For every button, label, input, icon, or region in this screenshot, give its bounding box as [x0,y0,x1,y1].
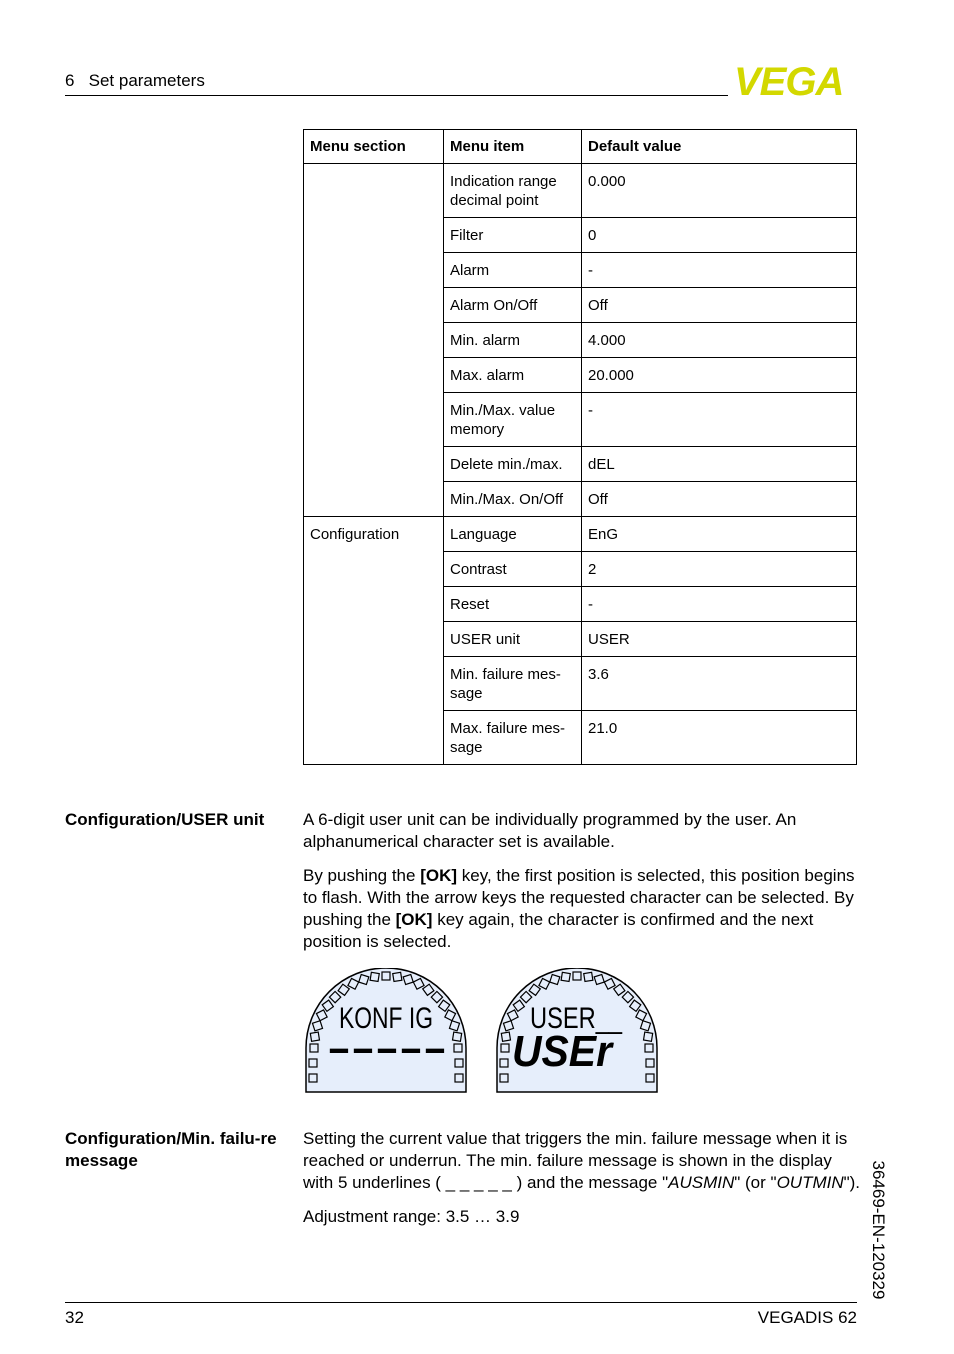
table-cell-item: USER unit [444,622,582,657]
table-cell-item: Max. alarm [444,358,582,393]
table-cell-value: - [582,587,857,622]
table-cell-item: Reset [444,587,582,622]
product-name: VEGADIS 62 [757,1308,857,1327]
table-cell-value: 21.0 [582,711,857,765]
lcd-display-user [494,968,660,1099]
table-cell-value: Off [582,482,857,517]
table-cell-value: - [582,253,857,288]
table-cell-item: Alarm [444,253,582,288]
paragraph: A 6-digit user unit can be individually programmed by the user. An alphanumerical character set is available. [303,810,797,851]
lcd-top-text: USER__ [530,1002,624,1035]
column-header: Menu item [444,130,582,164]
paragraph: By pushing the [OK] key, the first position is selected, this position begins to flash. With the arrow keys the requested character can be selected. By pushing the [OK] key again, the character is confirmed and the next position is selected. [303,866,855,951]
page-number: 32 [65,1308,84,1327]
table-cell-item: Language [444,517,582,552]
table-cell-value: 3.6 [582,657,857,711]
table-cell-value: EnG [582,517,857,552]
table-cell-value: dEL [582,447,857,482]
document-code: 36469-EN-120329 [869,1160,888,1300]
section-heading: Configuration/USER unit [65,810,265,829]
column-header: Menu section [304,130,444,164]
lcd-bottom-text: ----- [327,1027,447,1068]
table-cell-item: Indication range decimal point [444,164,582,218]
table-cell-value: USER [582,622,857,657]
table-cell-item: Min. alarm [444,323,582,358]
paragraph: Setting the current value that triggers the min. failure message when it is reached or underrun. The min. failure message is shown in the display with 5 underlines ( _ _ _ _ _ ) and the message "AUSMIN" (or "OUTMIN"). [303,1129,861,1192]
column-header: Default value [582,130,857,164]
table-cell-item: Filter [444,218,582,253]
table-cell-item: Min./Max. On/Off [444,482,582,517]
lcd-bottom-text: USEr [512,1027,615,1076]
table-cell-item: Alarm On/Off [444,288,582,323]
svg-text:VEGA: VEGA [734,64,844,100]
paragraph: Adjustment range: 3.5 … 3.9 [303,1207,520,1226]
table-cell-value: Off [582,288,857,323]
footer-rule [65,1302,857,1303]
table-cell-item: Max. failure mes-sage [444,711,582,765]
table-cell-value: 0.000 [582,164,857,218]
table-cell-section: Configuration [304,517,444,765]
table-cell-value: 4.000 [582,323,857,358]
header-rule [65,95,728,96]
table-cell-item: Contrast [444,552,582,587]
parameter-table [303,129,857,765]
table-cell-item: Min. failure mes-sage [444,657,582,711]
table-cell-value: 20.000 [582,358,857,393]
table-cell-item: Delete min./max. [444,447,582,482]
vega-logo [734,64,858,105]
table-cell-section [304,164,444,517]
table-cell-value: - [582,393,857,447]
lcd-display-konfig [303,968,469,1099]
lcd-top-text: KONF IG [339,1002,433,1035]
section-body [303,809,859,965]
section-body [303,1128,861,1240]
running-header: 6 Set parameters [65,71,205,90]
table-cell-value: 2 [582,552,857,587]
section-heading: Configuration/Min. failu-re message [65,1129,277,1170]
table-cell-item: Min./Max. value memory [444,393,582,447]
table-cell-value: 0 [582,218,857,253]
